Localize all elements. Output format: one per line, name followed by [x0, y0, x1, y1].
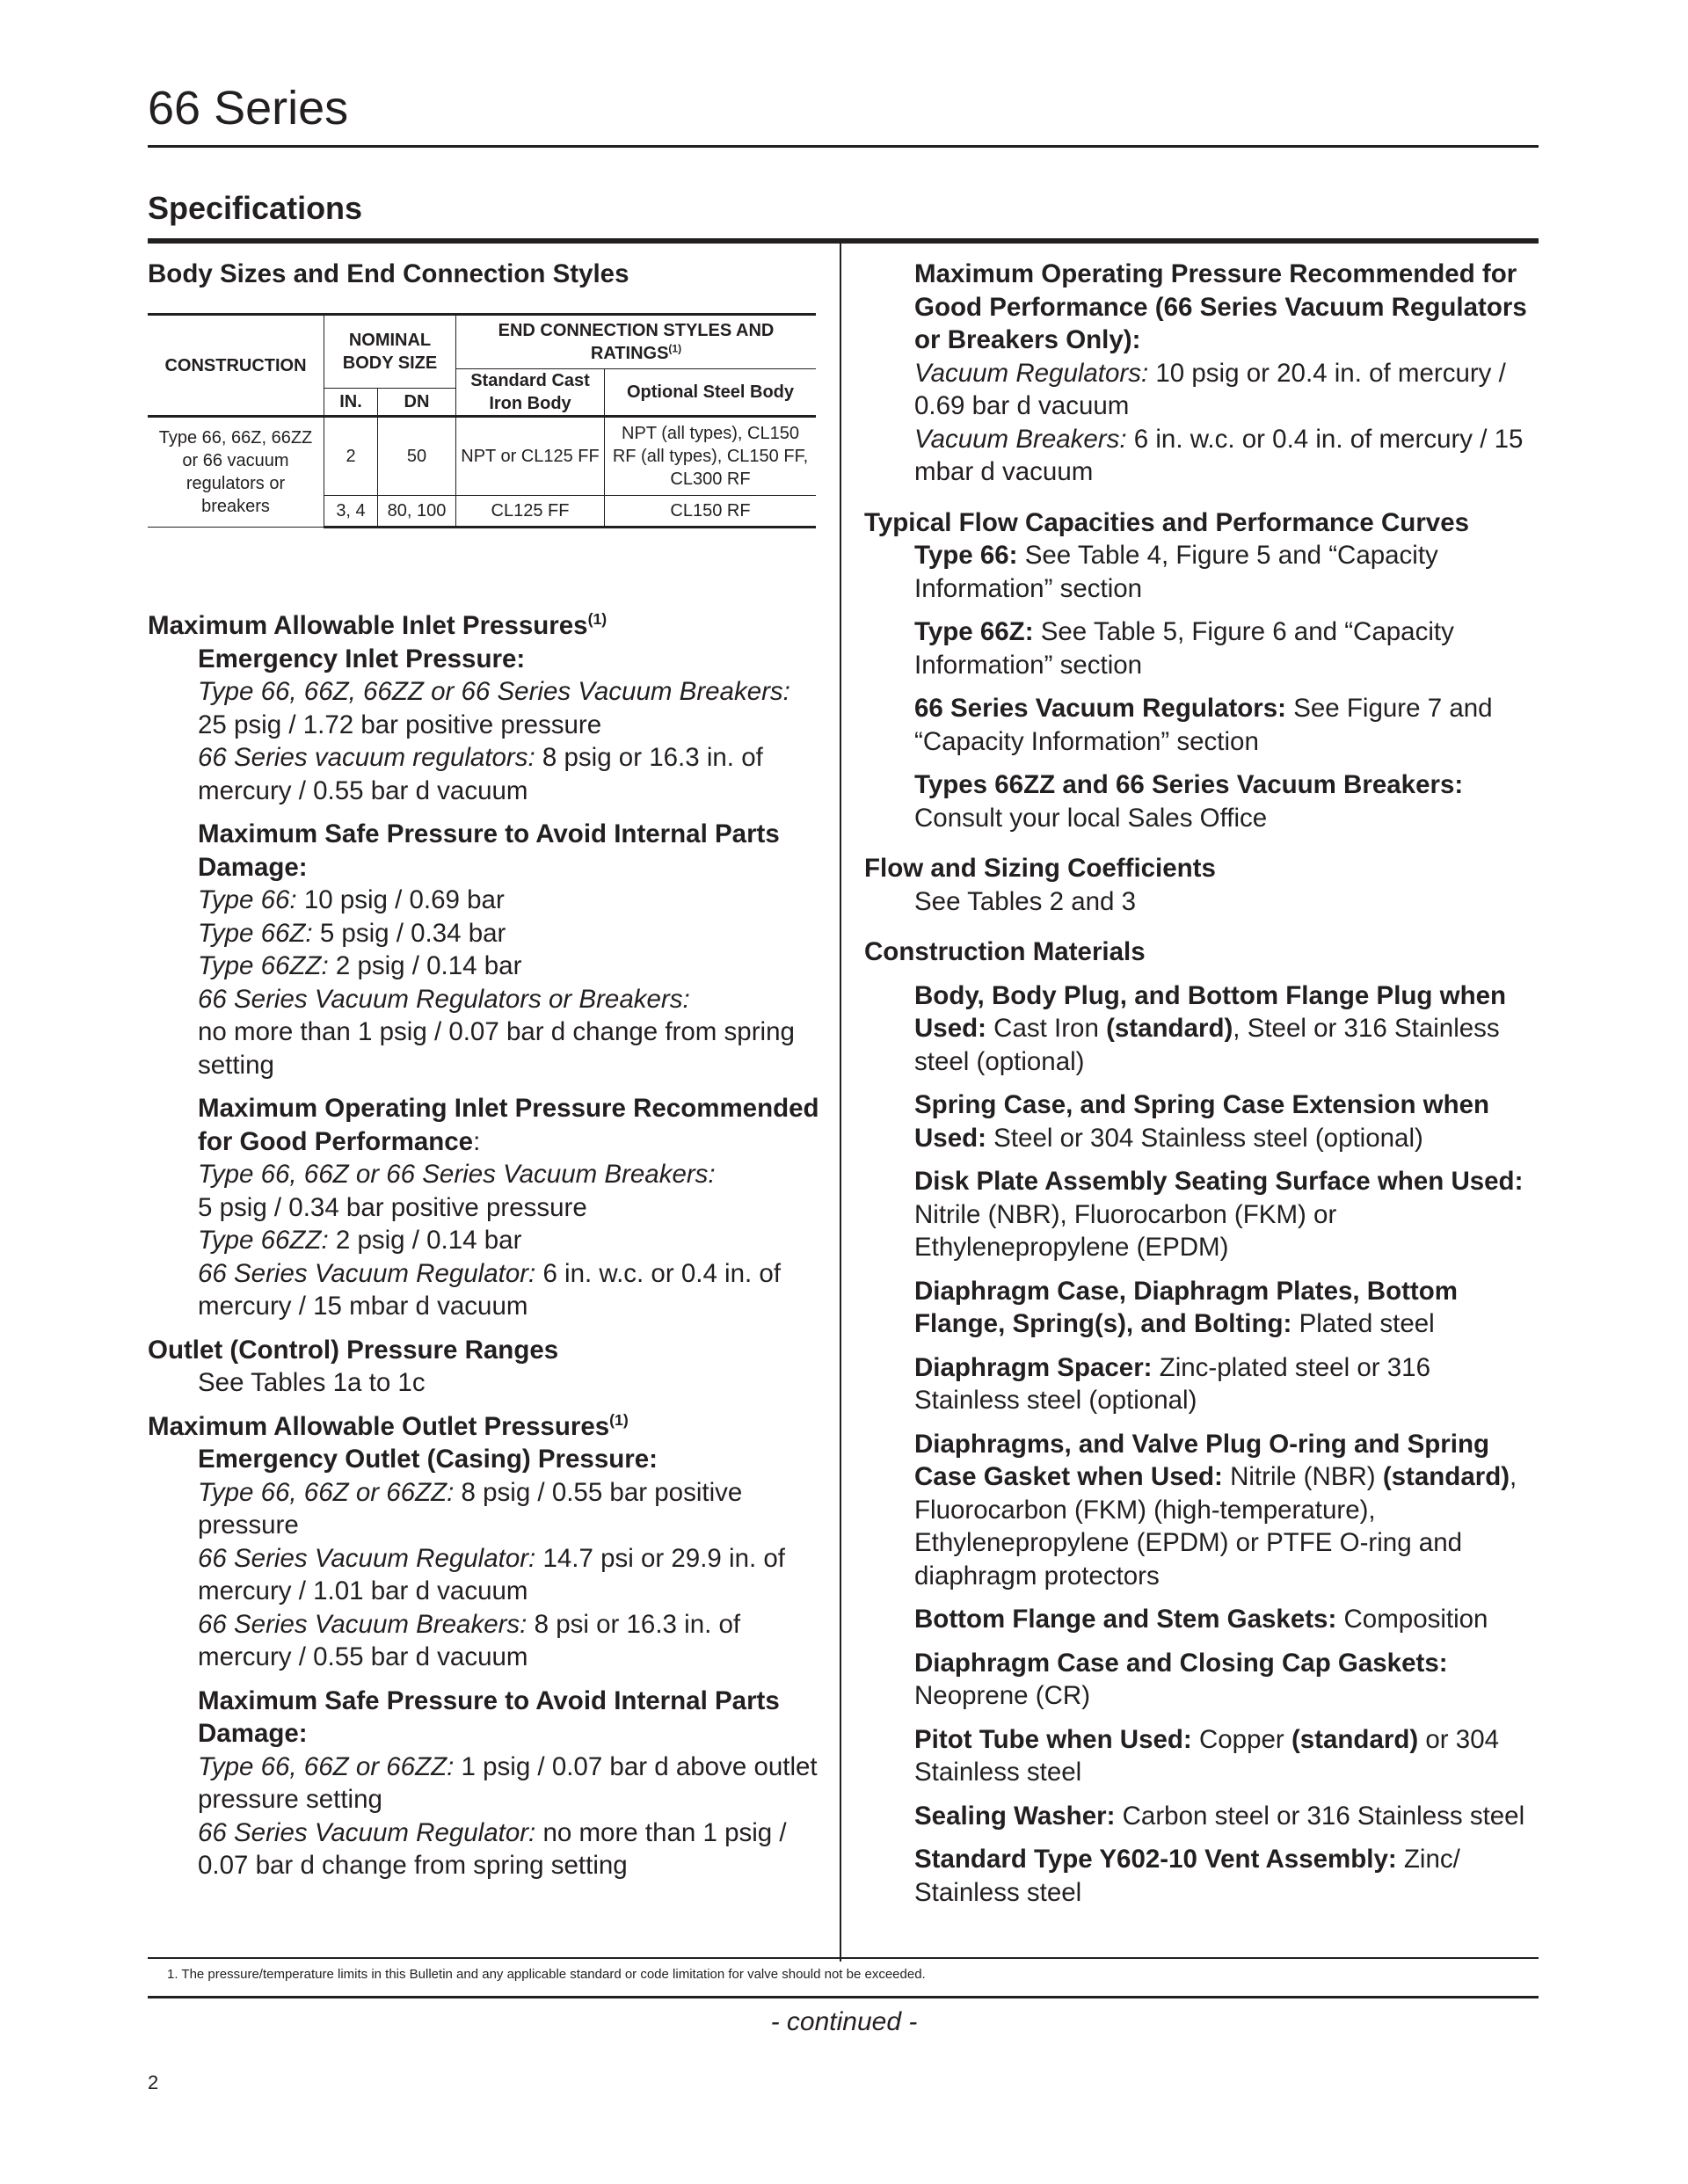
spec-label: Type 66ZZ:	[198, 1226, 329, 1255]
spec-label: 66 Series Vacuum Regulators or Breakers:	[198, 984, 690, 1014]
spec-value: 6 in. w.c. or 0.4 in. of mercury / 15 mbar d vacuum	[198, 1258, 782, 1321]
table-cell-in: 3, 4	[324, 496, 378, 528]
material-value: Zinc-plated steel or 316 Stainless steel (optional)	[914, 1352, 1430, 1415]
section-heading: Specifications	[148, 190, 363, 226]
material-label: Standard Type Y602-10 Vent Assembly:	[914, 1845, 1397, 1874]
spec-line	[148, 950, 825, 983]
material-label: Diaphragm Spacer:	[914, 1352, 1153, 1382]
material-value: Composition	[1343, 1605, 1488, 1634]
inlet-heading	[148, 609, 825, 643]
spec-value: See Table 5, Figure 6 and “Capacity Information” section	[914, 617, 1454, 680]
footnote-ref: (1)	[668, 342, 682, 355]
outlet-heading	[148, 1410, 825, 1444]
table-header-dn: DN	[378, 389, 456, 417]
material-line	[864, 1351, 1541, 1417]
spec-line	[864, 692, 1541, 758]
emergency-outlet-heading: Emergency Outlet (Casing) Pressure:	[198, 1445, 658, 1474]
outlet-ranges-heading: Outlet (Control) Pressure Ranges	[148, 1335, 559, 1365]
spec-label: Vacuum Breakers:	[914, 424, 1127, 454]
material-line	[864, 1428, 1541, 1593]
table-cell-steel: NPT (all types), CL150 RF (all types), CL150 FF, CL300 RF	[605, 417, 817, 496]
safe-outlet-heading: Maximum Safe Pressure to Avoid Internal Parts Damage:	[198, 1685, 780, 1748]
footnote-ref: (1)	[587, 610, 608, 629]
heading-colon: :	[473, 1126, 481, 1156]
material-standard: (standard)	[1291, 1724, 1419, 1754]
material-value: Steel or 304 Stainless steel (optional)	[993, 1123, 1423, 1153]
spec-line	[148, 884, 825, 917]
inlet-heading-text: Maximum Allowable Inlet Pressures	[148, 611, 588, 640]
material-label: Pitot Tube when Used:	[914, 1724, 1192, 1754]
material-value: Cast Iron	[993, 1014, 1099, 1043]
spec-label: 66 Series Vacuum Regulator:	[198, 1258, 536, 1288]
table-header-construction: CONSTRUCTION	[148, 315, 324, 417]
operating-inlet-heading-text: Maximum Operating Inlet Pressure Recommended for Good Performance	[198, 1094, 819, 1156]
left-column-specs	[148, 609, 825, 1882]
spec-value: 6 in. w.c. or 0.4 in. of mercury / 15 mbar d vacuum	[914, 424, 1524, 486]
material-label: Diaphragm Case, Diaphragm Plates, Bottom Flange, Spring(s), and Bolting:	[914, 1276, 1459, 1338]
bottom-rule	[148, 1996, 1539, 1998]
spec-label: Type 66, 66Z or 66ZZ:	[198, 1477, 455, 1507]
material-value: Nitrile (NBR), Fluorocarbon (FKM) or Ethylenepropylene (EPDM)	[914, 1199, 1337, 1262]
material-line	[864, 1165, 1541, 1264]
spec-label: Type 66Z:	[198, 918, 313, 948]
material-value: Zinc/ Stainless steel	[914, 1845, 1460, 1907]
spec-line	[148, 1224, 825, 1257]
spec-label: Type 66, 66Z, 66ZZ or 66 Series Vacuum Breakers:	[198, 677, 790, 706]
spec-label: Type 66, 66Z or 66 Series Vacuum Breakers:	[198, 1160, 716, 1189]
spec-label: 66 Series Vacuum Regulator:	[198, 1543, 536, 1573]
spec-line	[864, 615, 1541, 681]
material-label: Diaphragm Case and Closing Cap Gaskets:	[914, 1648, 1448, 1678]
spec-label: 66 Series Vacuum Breakers:	[198, 1609, 528, 1639]
material-label: Bottom Flange and Stem Gaskets:	[914, 1605, 1337, 1634]
material-standard: (standard)	[1106, 1014, 1233, 1043]
table-cell-construction: Type 66, 66Z, 66ZZ or 66 vacuum regulators or breakers	[148, 417, 324, 528]
material-line	[864, 1603, 1541, 1636]
material-label: Disk Plate Assembly Seating Surface when Used:	[914, 1167, 1524, 1196]
material-line	[864, 1723, 1541, 1789]
safe-inlet-heading: Maximum Safe Pressure to Avoid Internal Parts Damage:	[198, 819, 780, 882]
material-value: Carbon steel or 316 Stainless steel	[1122, 1801, 1525, 1831]
spec-value: 8 psig / 0.55 bar positive pressure	[198, 1477, 743, 1540]
material-value: Copper	[1198, 1724, 1284, 1754]
body-sizes-heading: Body Sizes and End Connection Styles	[148, 259, 629, 288]
emergency-inlet-heading: Emergency Inlet Pressure:	[198, 644, 526, 673]
material-line	[864, 1647, 1541, 1713]
spec-label: Types 66ZZ and 66 Series Vacuum Breakers:	[914, 770, 1464, 799]
spec-line	[148, 1751, 825, 1816]
spec-label: 66 Series Vacuum Regulator:	[198, 1817, 536, 1847]
body-sizes-table	[148, 313, 816, 528]
left-column	[148, 258, 825, 291]
material-value: , Fluorocarbon (FKM) (high-temperature), Ethylenepropylene (EPDM) or PTFE O-ring and diaphragm protectors	[914, 1462, 1517, 1591]
material-line	[864, 979, 1541, 1079]
table-cell-dn: 50	[378, 417, 456, 496]
table-header-in: IN.	[324, 389, 378, 417]
outlet-ranges-text: See Tables 1a to 1c	[198, 1368, 426, 1397]
page-number: 2	[148, 2071, 159, 2093]
spec-label: Vacuum Regulators:	[914, 358, 1149, 388]
material-standard: (standard)	[1382, 1462, 1510, 1491]
material-label: Body, Body Plug, and Bottom Flange Plug when Used:	[914, 980, 1507, 1043]
document-title: 66 Series	[148, 82, 349, 135]
spec-value: no more than 1 psig / 0.07 bar d change from spring setting	[198, 1817, 787, 1880]
material-label: Spring Case, and Spring Case Extension when Used:	[914, 1090, 1490, 1153]
spec-value: See Table 4, Figure 5 and “Capacity Information” section	[914, 541, 1438, 603]
material-value: , Steel or 316 Stainless steel (optional)	[914, 1014, 1500, 1076]
spec-value: no more than 1 psig / 0.07 bar d change from spring setting	[198, 1017, 795, 1080]
table-cell-in: 2	[324, 417, 378, 496]
material-value: or 304 Stainless steel	[914, 1724, 1500, 1787]
spec-line	[148, 1542, 825, 1608]
section-rule	[148, 238, 1539, 244]
table-cell-cast: CL125 FF	[456, 496, 605, 528]
flow-heading: Typical Flow Capacities and Performance Curves	[864, 507, 1470, 537]
spec-line	[148, 675, 825, 741]
vacuum-heading: Maximum Operating Pressure Recommended for Good Performance (66 Series Vacuum Regulators or Breakers Only):	[914, 259, 1527, 354]
spec-label: 66 Series Vacuum Regulators:	[914, 694, 1287, 723]
spec-label: Type 66ZZ:	[198, 951, 329, 980]
spec-line	[864, 539, 1541, 605]
footnote: 1. The pressure/temperature limits in this Bulletin and any applicable standard or code limitation for valve should not be exceeded.	[167, 1967, 926, 1982]
sizing-heading: Flow and Sizing Coefficients	[864, 854, 1216, 883]
material-value: Nitrile (NBR)	[1230, 1462, 1376, 1491]
spec-value: 10 psig or 20.4 in. of mercury / 0.69 bar d vacuum	[914, 358, 1506, 420]
spec-value: 2 psig / 0.14 bar	[335, 1226, 522, 1255]
spec-value: Consult your local Sales Office	[914, 803, 1268, 833]
spec-value: 8 psig or 16.3 in. of mercury / 0.55 bar d vacuum	[198, 743, 763, 805]
spec-line	[148, 1608, 825, 1674]
spec-line	[148, 741, 825, 807]
material-line	[864, 1275, 1541, 1341]
end-connection-label: END CONNECTION STYLES AND RATINGS	[498, 321, 775, 363]
operating-inlet-heading	[148, 1092, 825, 1158]
spec-line	[864, 357, 1541, 423]
spec-label: Type 66:	[198, 885, 297, 914]
spec-value: 14.7 psi or 29.9 in. of mercury / 1.01 bar d vacuum	[198, 1543, 785, 1605]
material-label: Diaphragms, and Valve Plug O-ring and Spring Case Gasket when Used:	[914, 1429, 1490, 1491]
material-label: Sealing Washer:	[914, 1801, 1116, 1831]
table-header-cast: Standard Cast Iron Body	[456, 369, 605, 417]
spec-line	[148, 983, 825, 1082]
spec-line	[864, 423, 1541, 489]
material-line	[864, 1800, 1541, 1833]
table-cell-steel: CL150 RF	[605, 496, 817, 528]
footnote-ref: (1)	[609, 1410, 629, 1429]
spec-line	[148, 1816, 825, 1882]
spec-value: See Figure 7 and “Capacity Information” section	[914, 694, 1493, 756]
sizing-text: See Tables 2 and 3	[914, 886, 1137, 916]
spec-value: 2 psig / 0.14 bar	[335, 951, 522, 980]
material-value: Plated steel	[1299, 1309, 1435, 1338]
spec-label: Type 66, 66Z or 66ZZ:	[198, 1751, 455, 1781]
material-line	[864, 1843, 1541, 1909]
spec-value: 5 psig / 0.34 bar	[319, 918, 506, 948]
spec-line	[148, 917, 825, 950]
continued-label: - continued -	[770, 2007, 918, 2036]
spec-label: Type 66:	[914, 541, 1018, 570]
table-cell-dn: 80, 100	[378, 496, 456, 528]
table-header-steel: Optional Steel Body	[605, 369, 817, 417]
spec-label: Type 66Z:	[914, 617, 1034, 646]
table-header-end-connection	[456, 315, 817, 369]
spec-line	[148, 1158, 825, 1224]
column-divider	[840, 244, 841, 1962]
footnote-rule	[148, 1957, 1539, 1959]
spec-value: 25 psig / 1.72 bar positive pressure	[198, 710, 602, 739]
spec-line	[148, 1476, 825, 1542]
spec-label: 66 Series vacuum regulators:	[198, 743, 535, 772]
spec-line	[864, 768, 1541, 834]
materials-heading: Construction Materials	[864, 937, 1146, 966]
outlet-heading-text: Maximum Allowable Outlet Pressures	[148, 1411, 610, 1441]
title-rule	[148, 145, 1539, 148]
spec-value: 10 psig / 0.69 bar	[303, 885, 505, 914]
spec-line	[148, 1257, 825, 1323]
material-value: Neoprene (CR)	[914, 1681, 1091, 1710]
spec-value: 8 psi or 16.3 in. of mercury / 0.55 bar d vacuum	[198, 1609, 741, 1671]
table-cell-cast: NPT or CL125 FF	[456, 417, 605, 496]
right-column	[864, 258, 1541, 1909]
spec-value: 5 psig / 0.34 bar positive pressure	[198, 1192, 587, 1222]
spec-value: 1 psig / 0.07 bar d above outlet pressure setting	[198, 1751, 818, 1814]
table-header-nominal: NOMINAL BODY SIZE	[324, 315, 456, 389]
material-line	[864, 1088, 1541, 1154]
